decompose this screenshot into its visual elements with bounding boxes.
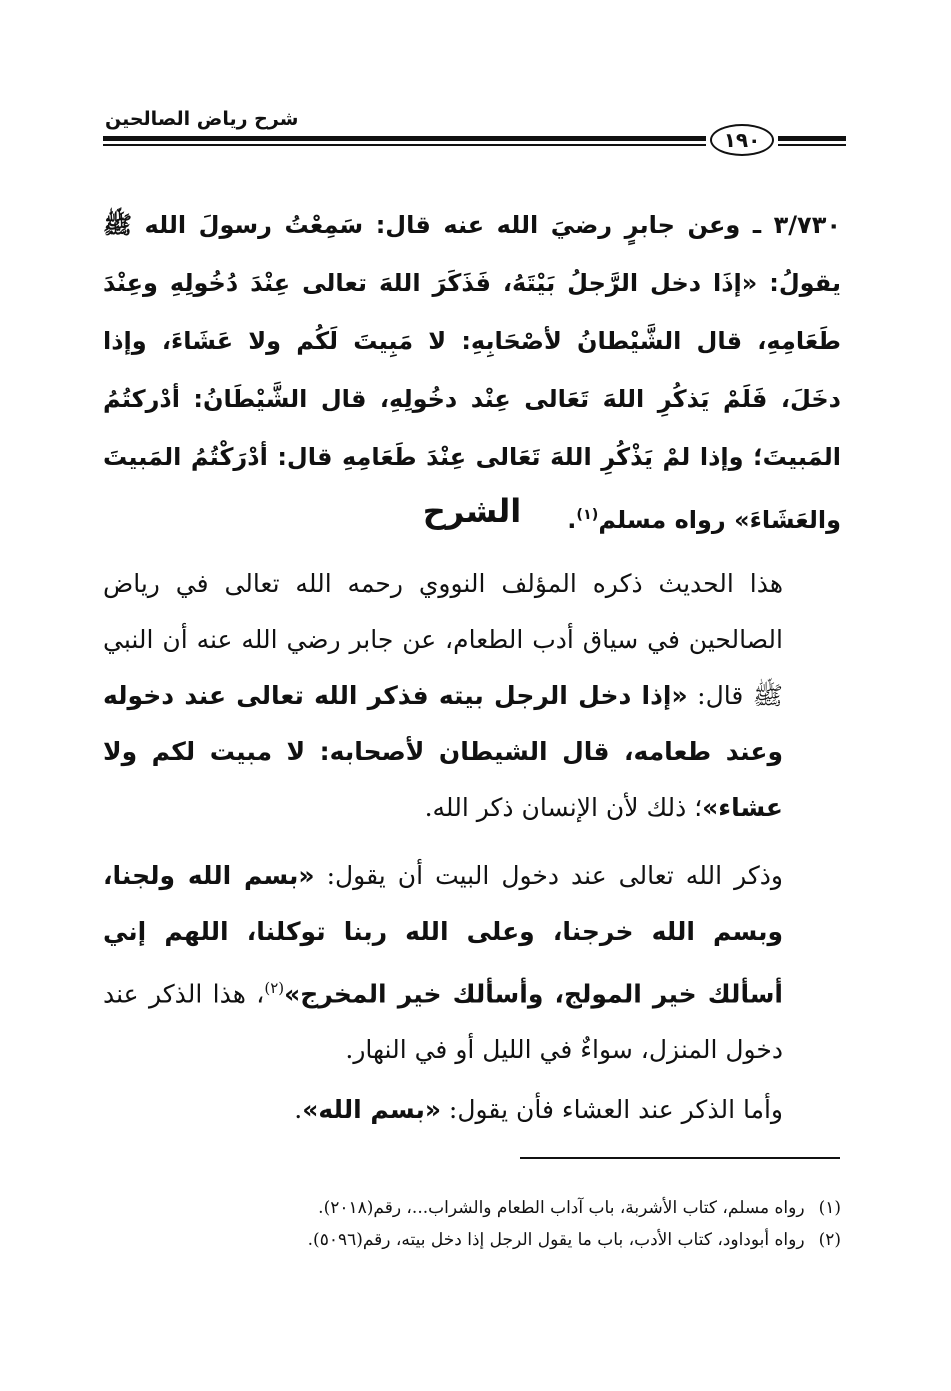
header-rule-right-thin [778,144,846,146]
footnote-2-number: (٢) [818,1230,841,1250]
hadith-end: . [567,506,577,534]
paragraph2-intro: وذكر الله تعالى عند دخول البيت أن يقول: [314,861,783,890]
footnote-1-text: رواه مسلم، كتاب الأشربة، باب آداب الطعام والشراب...، رقم(٢٠١٨). [318,1198,805,1218]
footnote-2-text: رواه أبوداود، كتاب الأدب، باب ما يقول الرجل إذا دخل بيته، رقم(٥٠٩٦). [307,1230,805,1250]
footnote-2 [103,1224,841,1256]
paragraph3-intro: وأما الذكر عند العشاء فأن يقول: [440,1095,783,1124]
hadith-body: ٣/٧٣٠ ـ وعن جابرٍ رضيَ الله عنه قال: سَمِعْتُ رسولَ الله ﷺ يقولُ: «إذَا دخل الرَّجلُ بَيْتَهُ، فَذَكَرَ اللهَ تعالى عِنْدَ دُخُولِهِ وعِنْدَ طَعَامِهِ، قال الشَّيْطانُ لأصْحَابِهِ: لا مَبِيتَ لَكُم ولا عَشَاءَ، وإذا دخَلَ، فَلَمْ يَذكُرِ اللهَ تَعَالى عِنْد دخُولِهِ، قال الشَّيْطَانُ: أدْركتُمُ المَبيتَ؛ وإذا لمْ يَذْكُرِ اللهَ تَعَالى عِنْدَ طَعَامِهِ قال: أدْرَكْتُمُ المَبيتَ والعَشَاءَ» رواه مسلم [103,211,841,534]
commentary-paragraph-1 [103,556,841,836]
header-rule-thin [103,144,706,146]
paragraph2-quote: «بسم الله ولجنا، وبسم الله خرجنا، وعلى الله ربنا توكلنا، اللهم إني أسألك خير المولج، وأسألك خير المخرج» [103,861,783,1009]
paragraph3-quote: «بسم الله» [302,1095,441,1124]
paragraph3-outro: . [294,1095,303,1124]
footnote-ref-2: (٢) [264,979,285,997]
header-rule-right-thick [778,136,846,141]
paragraph1-quote: «إذا دخل الرجل بيته فذكر الله تعالى عند دخوله وعند طعامه، قال الشيطان لأصحابه: لا مبيت لكم ولا عشاء» [103,681,783,822]
paragraph1-intro: هذا الحديث ذكره المؤلف النووي رحمه الله تعالى في رياض الصالحين في سياق أدب الطعام، عن جابر رضي الله عنه أن النبي ﷺ قال: [103,569,783,710]
paragraph2-outro: ، هذا الذكر عند دخول المنزل، سواءٌ في الليل أو في النهار. [103,979,783,1065]
footnote-1 [103,1192,841,1224]
footnote-separator [520,1157,840,1159]
commentary-paragraph-2 [103,848,841,1078]
page-number: ١٩٠ [710,124,774,156]
footnote-ref-1: (١) [576,507,599,523]
commentary-paragraph-3 [103,1082,841,1138]
footnotes [103,1192,841,1256]
footnote-1-number: (١) [818,1198,841,1218]
running-title: شرح رياض الصالحين [105,108,299,130]
header-rule-thick [103,136,706,141]
section-title: الشرح [422,492,522,530]
paragraph1-outro: ؛ ذلك لأن الإنسان ذكر الله. [424,793,703,822]
